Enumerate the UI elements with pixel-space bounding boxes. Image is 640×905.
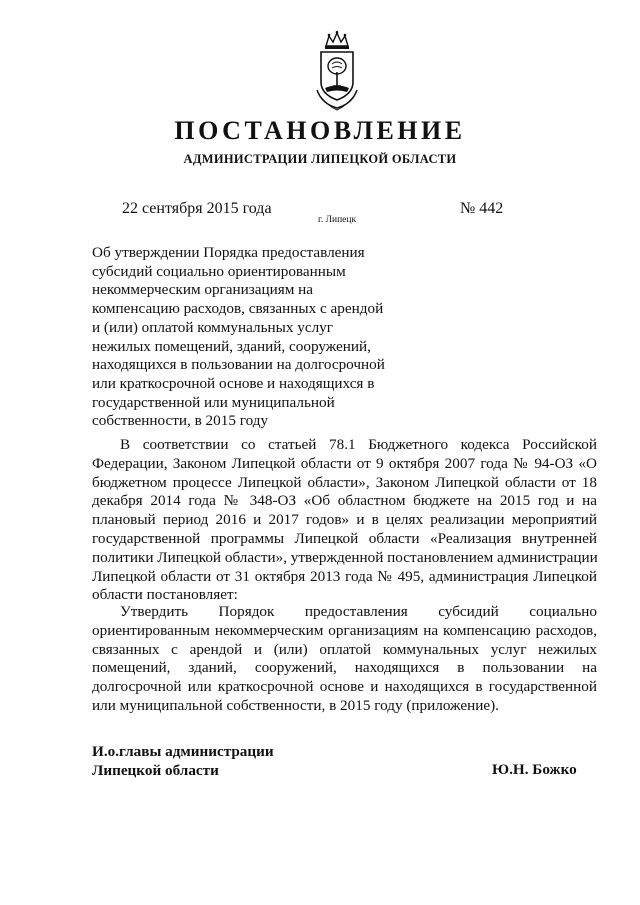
- subject-line: нежилых помещений, зданий, сооружений,: [92, 337, 371, 355]
- subject-line: компенсацию расходов, связанных с арендой: [92, 300, 384, 318]
- subject-line: и (или) оплатой коммунальных услуг: [92, 318, 333, 336]
- subject-line: субсидий социально ориентированным: [92, 262, 346, 280]
- paragraph-line: политики Липецкой области», утвержденной постановлением администрации: [92, 548, 598, 566]
- coat-of-arms-icon: [314, 30, 360, 114]
- preamble-paragraph: [92, 436, 597, 605]
- paragraph-line: связанных с арендой и (или) оплатой коммунальных услуг нежилых: [92, 640, 597, 658]
- subject-line: собственности, в 2015 году: [92, 412, 269, 430]
- issuing-authority: АДМИНИСТРАЦИИ ЛИПЕЦКОЙ ОБЛАСТИ: [183, 152, 457, 166]
- paragraph-line: области постановляет:: [92, 586, 238, 604]
- signatory-position: [92, 742, 274, 780]
- paragraph-line: помещений, зданий, сооружений, находящихся в пользовании на: [92, 659, 597, 677]
- signatory-position-line: И.о.главы администрации: [92, 743, 274, 760]
- document-date: 22 сентября 2015 года: [122, 200, 272, 217]
- subject-line: Об утверждении Порядка предоставления: [92, 244, 365, 261]
- document-title: ПОСТАНОВЛЕНИЕ: [174, 116, 466, 145]
- signatory-position-line: Липецкой области: [92, 762, 219, 779]
- document-number: № 442: [460, 200, 504, 217]
- paragraph-line: В соответствии со статьей 78.1 Бюджетного кодекса Российской: [120, 436, 597, 453]
- paragraph-line: государственной программы Липецкой области «Реализация внутренней: [92, 529, 597, 547]
- resolution-paragraph: [92, 603, 597, 716]
- paragraph-line: долгосрочной или краткосрочной основе и находящихся в государственной: [92, 678, 597, 696]
- paragraph-line: ориентированным некоммерческим организациям на компенсацию расходов,: [92, 621, 597, 639]
- paragraph-line: Липецкой области от 31 октября 2013 года № 495, администрация Липецкой: [92, 567, 597, 585]
- subject-line: государственной или муниципальной: [92, 393, 335, 411]
- subject-line: некоммерческим организациям на: [92, 281, 314, 299]
- document-subject: [92, 244, 412, 431]
- signatory-name: Ю.Н. Божко: [492, 761, 577, 778]
- paragraph-line: Федерации, Законом Липецкой области от 9 октября 2007 года № 94-ОЗ «О: [92, 454, 597, 472]
- document-city: г. Липецк: [318, 215, 357, 225]
- paragraph-line: или муниципальной собственности, в 2015 году (приложение).: [92, 696, 499, 714]
- subject-line: находящихся в пользовании на долгосрочной: [92, 356, 385, 374]
- paragraph-line: Утвердить Порядок предоставления субсидий социально: [120, 603, 597, 620]
- subject-line: или краткосрочной основе и находящихся в: [92, 374, 375, 392]
- paragraph-line: плановый период 2016 и 2017 годов» и в целях реализации мероприятий: [92, 511, 597, 529]
- paragraph-line: декабря 2014 года № 348-ОЗ «Об областном бюджете на 2015 год и на: [92, 492, 597, 510]
- paragraph-line: бюджетном процессе Липецкой области», Законом Липецкой области от 18: [92, 473, 597, 491]
